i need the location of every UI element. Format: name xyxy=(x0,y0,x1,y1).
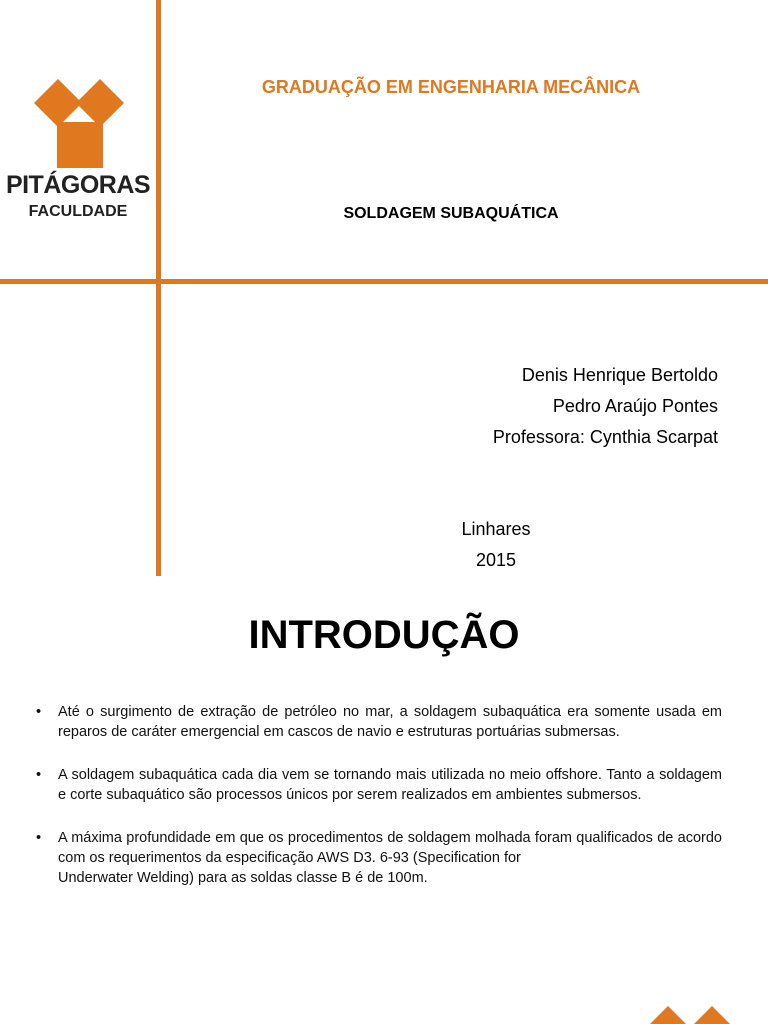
slide-title: INTRODUÇÃO xyxy=(248,613,520,657)
bullet-text: A soldagem subaquática cada dia vem se tornando mais utilizada no meio offshore. Tanto a soldagem e corte subaquático são processos únicos por serem realizados em ambientes submersos. xyxy=(58,767,722,803)
logo-diamond-left xyxy=(34,79,82,127)
bullet-item xyxy=(36,765,722,805)
bullet-list xyxy=(36,702,722,911)
logo-name: PITÁGORAS xyxy=(5,171,151,199)
introduction-slide xyxy=(0,576,768,1024)
bullet-icon: • xyxy=(36,830,42,846)
authors-block xyxy=(493,360,718,453)
logo-square xyxy=(57,122,103,168)
city: Linhares xyxy=(461,519,531,539)
place-date xyxy=(436,514,556,576)
bullet-icon: • xyxy=(36,704,42,720)
bullet-text-continuation: Underwater Welding) para as soldas classe B é de 100m. xyxy=(58,870,428,886)
topic-title: SOLDAGEM SUBAQUÁTICA xyxy=(343,205,559,222)
bullet-text: A máxima profundidade em que os procedimentos de soldagem molhada foram qualificados de acordo com os requerimentos da especificação AWS D3. 6-93 (Specification for xyxy=(58,830,722,866)
bullet-item xyxy=(36,828,722,888)
author-name: Pedro Araújo Pontes xyxy=(552,396,718,416)
professor-name: Professora: Cynthia Scarpat xyxy=(492,427,718,447)
logo-subtitle: FACULDADE xyxy=(28,203,128,220)
logo-fragment-icon xyxy=(648,1004,732,1024)
author-name: Denis Henrique Bertoldo xyxy=(521,365,718,385)
pitagoras-logo-icon xyxy=(0,74,160,224)
logo-diamond-right xyxy=(76,79,124,127)
bullet-item xyxy=(36,702,722,742)
bullet-icon: • xyxy=(36,767,42,783)
horizontal-divider xyxy=(0,279,768,284)
year: 2015 xyxy=(475,550,517,570)
course-title: GRADUAÇÃO EM ENGENHARIA MECÂNICA xyxy=(261,77,641,97)
bullet-text: Até o surgimento de extração de petróleo no mar, a soldagem subaquática era somente usada em reparos de caráter emergencial em cascos de navio e estruturas portuárias submersas. xyxy=(58,704,722,740)
